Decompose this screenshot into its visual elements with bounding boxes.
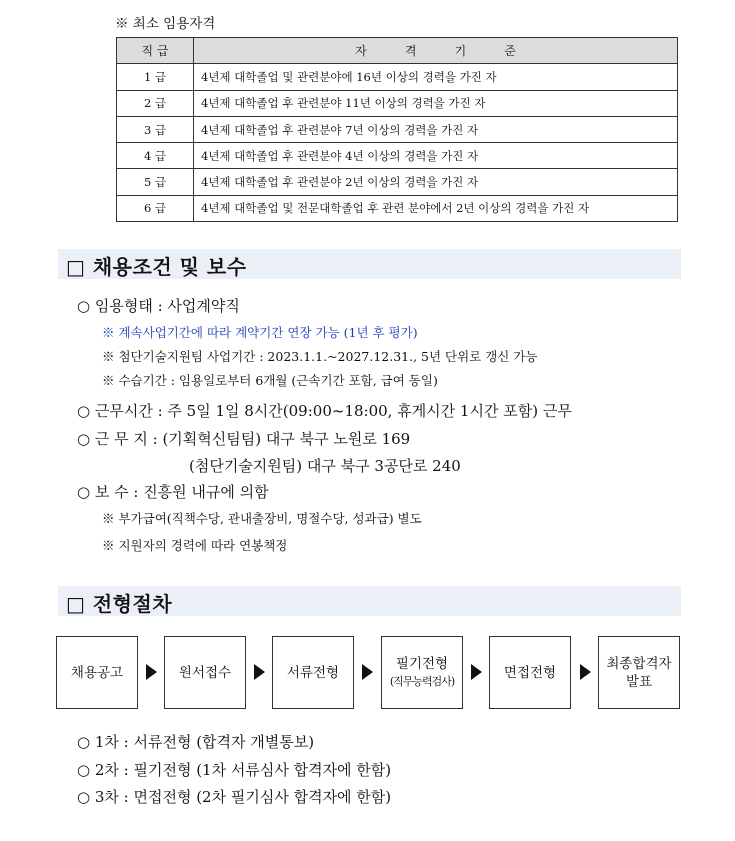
- work-location-2: (첨단기술지원팀) 대구 북구 3공단로 240: [189, 457, 461, 475]
- step-label: 면접전형: [503, 664, 557, 681]
- criteria-cell: 4년제 대학졸업 후 관련분야 4년 이상의 경력을 가진 자: [194, 143, 678, 169]
- employment-type: ○ 임용형태 : 사업계약직: [77, 297, 240, 315]
- step-sublabel: (직무능력검사): [389, 674, 455, 688]
- table-row: [117, 116, 678, 142]
- process-step: [56, 636, 138, 709]
- process-step: [598, 636, 680, 709]
- grade-cell: 6 급: [117, 195, 194, 221]
- work-location-1: ○ 근 무 지 : (기획혁신팀팀) 대구 북구 노원로 169: [77, 430, 411, 448]
- pay-note-salary: ※ 지원자의 경력에 따라 연봉책정: [102, 538, 288, 553]
- step-label: 서류전형: [286, 664, 340, 681]
- process-step: [489, 636, 571, 709]
- process-step: [272, 636, 354, 709]
- grade-header: 직 급: [117, 38, 194, 64]
- table-row: [117, 195, 678, 221]
- arrow-right-icon: [254, 664, 265, 680]
- grade-cell: 2 급: [117, 90, 194, 116]
- arrow-right-icon: [146, 664, 157, 680]
- work-hours: ○ 근무시간 : 주 5일 1일 8시간(09:00~18:00, 휴게시간 1시간 포함) 근무: [77, 402, 572, 420]
- step-label: 채용공고: [70, 664, 124, 681]
- process-step: [381, 636, 463, 709]
- arrow-right-icon: [471, 664, 482, 680]
- section-heading-conditions: □ 채용조건 및 보수: [66, 255, 247, 279]
- grade-cell: 1 급: [117, 64, 194, 90]
- grade-cell: 3 급: [117, 116, 194, 142]
- process-step: [164, 636, 246, 709]
- table-row: [117, 143, 678, 169]
- table-row: [117, 90, 678, 116]
- arrow-right-icon: [580, 664, 591, 680]
- probation-note: ※ 수습기간 : 임용일로부터 6개월 (근속기간 포함, 급여 동일): [102, 373, 438, 388]
- table-row: [117, 169, 678, 195]
- project-period-note: ※ 첨단기술지원팀 사업기간 : 2023.1.1.~2027.12.31., 5년 단위로 갱신 가능: [102, 349, 538, 364]
- stage-1: ○ 1차 : 서류전형 (합격자 개별통보): [77, 733, 315, 751]
- grade-cell: 4 급: [117, 143, 194, 169]
- contract-note: ※ 계속사업기간에 따라 계약기간 연장 가능 (1년 후 평가): [102, 325, 418, 340]
- step-label: 최종합격자: [606, 655, 672, 672]
- criteria-header: 자 격 기 준: [194, 38, 678, 64]
- step-label: 원서접수: [178, 664, 232, 681]
- section-heading-process: □ 전형절차: [66, 592, 173, 616]
- criteria-cell: 4년제 대학졸업 및 관련분야에 16년 이상의 경력을 가진 자: [194, 64, 678, 90]
- step-label: 필기전형: [395, 655, 449, 672]
- step-sublabel: 발표: [625, 673, 653, 690]
- stage-3: ○ 3차 : 면접전형 (2차 필기심사 합격자에 한함): [77, 788, 392, 806]
- criteria-cell: 4년제 대학졸업 후 관련분야 2년 이상의 경력을 가진 자: [194, 169, 678, 195]
- stage-2: ○ 2차 : 필기전형 (1차 서류심사 합격자에 한함): [77, 761, 392, 779]
- criteria-cell: 4년제 대학졸업 후 관련분야 11년 이상의 경력을 가진 자: [194, 90, 678, 116]
- qualifications-title: ※ 최소 임용자격: [115, 16, 216, 32]
- qualifications-table: [116, 37, 678, 222]
- table-row: [117, 64, 678, 90]
- pay: ○ 보 수 : 진흥원 내규에 의함: [77, 483, 269, 501]
- pay-note-allowances: ※ 부가급여(직책수당, 관내출장비, 명절수당, 성과급) 별도: [102, 511, 422, 526]
- table-header-row: [117, 38, 678, 64]
- criteria-cell: 4년제 대학졸업 후 관련분야 7년 이상의 경력을 가진 자: [194, 116, 678, 142]
- criteria-cell: 4년제 대학졸업 및 전문대학졸업 후 관련 분야에서 2년 이상의 경력을 가진 자: [194, 195, 678, 221]
- arrow-right-icon: [362, 664, 373, 680]
- grade-cell: 5 급: [117, 169, 194, 195]
